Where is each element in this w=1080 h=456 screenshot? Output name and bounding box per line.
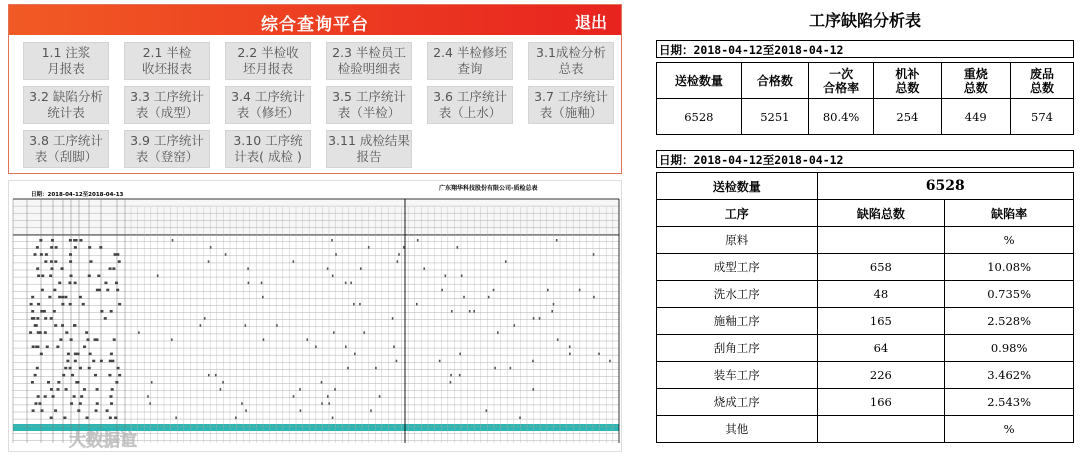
sent-count-value: 6528	[817, 173, 1073, 200]
report-menu-button[interactable]: 3.1成检分析 总表	[528, 42, 614, 80]
defect-total-cell: 64	[817, 335, 945, 362]
sheet-company-title: 广东翔华科技股份有限公司-质检总表	[439, 185, 538, 192]
summary-table	[656, 62, 1074, 135]
report-menu-button[interactable]: 2.1 半检 收坯报表	[124, 42, 210, 80]
quality-summary-spreadsheet	[8, 180, 622, 452]
defect-rate-cell: 2.528%	[945, 308, 1074, 335]
defect-process-cell: 其他	[657, 416, 818, 443]
defect-total-cell: 48	[817, 281, 945, 308]
query-platform-panel	[8, 4, 622, 174]
process-defect-analysis	[656, 4, 1074, 450]
summary-value-cell: 574	[1011, 99, 1074, 135]
defect-row	[657, 389, 1074, 416]
summary-value-cell: 80.4%	[809, 99, 874, 135]
defect-rate-cell: 0.98%	[945, 335, 1074, 362]
defect-rate-cell: 0.735%	[945, 281, 1074, 308]
defect-total-cell: 166	[817, 389, 945, 416]
defect-rate-cell: %	[945, 416, 1074, 443]
sent-count-label: 送检数量	[657, 173, 818, 200]
report-menu-button[interactable]: 3.7 工序统计 表（施釉）	[528, 86, 614, 124]
defect-process-cell: 烧成工序	[657, 389, 818, 416]
defect-rate-cell: 2.543%	[945, 389, 1074, 416]
defect-process-cell: 成型工序	[657, 254, 818, 281]
defect-rate-cell: %	[945, 227, 1074, 254]
summary-value-cell: 6528	[657, 99, 742, 135]
defect-process-cell: 刮角工序	[657, 335, 818, 362]
defect-process-cell: 施釉工序	[657, 308, 818, 335]
summary-header-cell: 机补 总数	[874, 63, 941, 99]
report-menu-button[interactable]: 2.2 半检收 坯月报表	[225, 42, 311, 80]
analysis-title: 工序缺陷分析表	[808, 11, 921, 30]
defect-total-column-header: 缺陷总数	[817, 200, 945, 227]
exit-button[interactable]: 退出	[574, 13, 607, 32]
report-menu-button[interactable]: 3.6 工序统计 表（上水）	[427, 86, 513, 124]
sheet-date-label: 日期：2018-04-12至2018-04-13	[31, 192, 124, 198]
defect-process-cell: 装车工序	[657, 362, 818, 389]
defect-process-cell: 原料	[657, 227, 818, 254]
summary-date-label: 日期：2018-04-12至2018-04-12	[656, 40, 1074, 58]
defect-rate-column-header: 缺陷率	[945, 200, 1074, 227]
defect-row	[657, 254, 1074, 281]
summary-value-cell: 254	[874, 99, 941, 135]
spreadsheet-grid	[9, 181, 622, 452]
defect-total-cell: 658	[817, 254, 945, 281]
defect-total-cell	[817, 227, 945, 254]
defect-row	[657, 281, 1074, 308]
summary-header-cell: 一次 合格率	[809, 63, 874, 99]
report-menu-button[interactable]: 3.8 工序统计 表（刮脚）	[23, 130, 109, 168]
report-menu-button[interactable]: 3.2 缺陷分析 统计表	[23, 86, 109, 124]
report-menu-button[interactable]: 2.3 半检员工 检验明细表	[326, 42, 412, 80]
defect-total-cell	[817, 416, 945, 443]
report-menu-grid	[23, 42, 615, 170]
summary-header-cell: 重烧 总数	[941, 63, 1011, 99]
defect-process-cell: 洗水工序	[657, 281, 818, 308]
defect-rate-cell: 3.462%	[945, 362, 1074, 389]
defect-table	[656, 172, 1074, 443]
summary-header-cell: 送检数量	[657, 63, 742, 99]
defect-date-label: 日期：2018-04-12至2018-04-12	[656, 150, 1074, 168]
report-menu-button[interactable]: 3.10 工序统 计表( 成检 )	[225, 130, 311, 168]
defect-row	[657, 416, 1074, 443]
summary-header-cell: 废品 总数	[1011, 63, 1074, 99]
platform-title: 综合查询平台	[261, 15, 369, 35]
report-menu-button[interactable]: 3.3 工序统计 表（成型）	[124, 86, 210, 124]
defect-row	[657, 362, 1074, 389]
watermark-text: 大数据谊	[69, 431, 137, 451]
report-menu-button[interactable]: 3.9 工序统计 表（登窑）	[124, 130, 210, 168]
defect-row	[657, 227, 1074, 254]
defect-total-cell: 226	[817, 362, 945, 389]
report-menu-button[interactable]: 2.4 半检修坯 查询	[427, 42, 513, 80]
defect-rate-cell: 10.08%	[945, 254, 1074, 281]
platform-header	[9, 5, 621, 35]
summary-header-cell: 合格数	[741, 63, 808, 99]
process-column-header: 工序	[657, 200, 818, 227]
report-menu-button[interactable]: 1.1 注浆 月报表	[23, 42, 109, 80]
report-menu-button[interactable]: 3.5 工序统计 表（半检）	[326, 86, 412, 124]
report-menu-button[interactable]: 3.4 工序统计 表（修坯）	[225, 86, 311, 124]
defect-row	[657, 308, 1074, 335]
defect-total-cell: 165	[817, 308, 945, 335]
report-menu-button[interactable]: 3.11 成检结果 报告	[326, 130, 412, 168]
summary-value-cell: 5251	[741, 99, 808, 135]
defect-row	[657, 335, 1074, 362]
summary-value-cell: 449	[941, 99, 1011, 135]
